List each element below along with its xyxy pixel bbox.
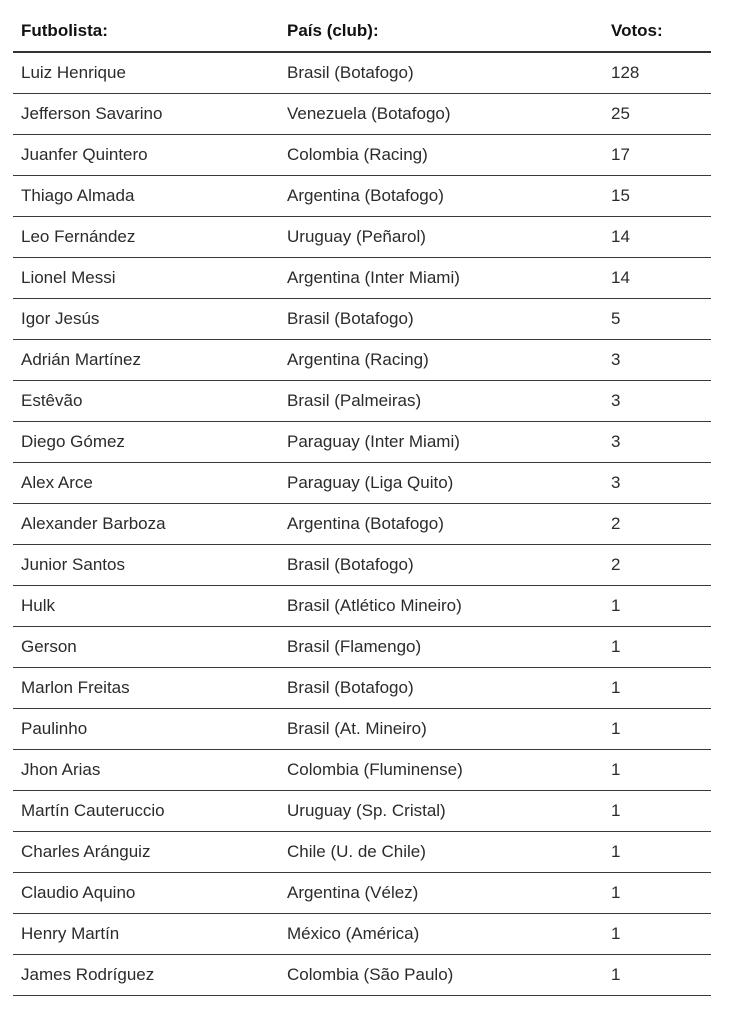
player-name: Martín Cauteruccio (21, 801, 165, 820)
table-row (13, 176, 711, 217)
country-club: Chile (U. de Chile) (287, 842, 426, 861)
player-name: Thiago Almada (21, 186, 135, 205)
player-name: Igor Jesús (21, 309, 100, 328)
vote-count: 1 (611, 678, 621, 697)
vote-count: 25 (611, 104, 630, 123)
player-name: Jhon Arias (21, 760, 101, 779)
vote-count: 1 (611, 924, 621, 943)
country-club: Brasil (Palmeiras) (287, 391, 422, 410)
player-name: Diego Gómez (21, 432, 125, 451)
table-row (13, 299, 711, 340)
player-name: Alex Arce (21, 473, 93, 492)
country-club: Argentina (Racing) (287, 350, 429, 369)
player-name: Gerson (21, 637, 77, 656)
votes-table (13, 10, 711, 996)
table-header (13, 10, 711, 53)
player-name: Claudio Aquino (21, 883, 136, 902)
country-club: Brasil (Atlético Mineiro) (287, 596, 462, 615)
player-name: Hulk (21, 596, 56, 615)
country-club: Argentina (Botafogo) (287, 186, 444, 205)
table-body (13, 53, 711, 996)
vote-count: 128 (611, 63, 640, 82)
player-name: Leo Fernández (21, 227, 136, 246)
vote-count: 2 (611, 555, 621, 574)
vote-count: 17 (611, 145, 630, 164)
table-row (13, 258, 711, 299)
country-club: Brasil (Flamengo) (287, 637, 422, 656)
player-name: Adrián Martínez (21, 350, 141, 369)
table-row (13, 586, 711, 627)
vote-count: 2 (611, 514, 621, 533)
country-club: Brasil (Botafogo) (287, 63, 414, 82)
country-club: Brasil (Botafogo) (287, 678, 414, 697)
vote-count: 14 (611, 268, 630, 287)
table-row (13, 791, 711, 832)
country-club: Venezuela (Botafogo) (287, 104, 451, 123)
vote-count: 1 (611, 965, 621, 984)
vote-count: 1 (611, 801, 621, 820)
table-row (13, 217, 711, 258)
country-club: Uruguay (Peñarol) (287, 227, 426, 246)
country-club: Colombia (Fluminense) (287, 760, 463, 779)
table-row (13, 135, 711, 176)
table-row (13, 340, 711, 381)
country-club: México (América) (287, 924, 420, 943)
country-club: Uruguay (Sp. Cristal) (287, 801, 446, 820)
table-row (13, 668, 711, 709)
vote-count: 5 (611, 309, 621, 328)
vote-count: 1 (611, 842, 621, 861)
player-name: James Rodríguez (21, 965, 155, 984)
player-name: Charles Aránguiz (21, 842, 151, 861)
table-row (13, 504, 711, 545)
table-row (13, 463, 711, 504)
player-name: Luiz Henrique (21, 63, 126, 82)
player-name: Alexander Barboza (21, 514, 166, 533)
country-club: Brasil (At. Mineiro) (287, 719, 427, 738)
player-name: Jefferson Savarino (21, 104, 163, 123)
player-name: Paulinho (21, 719, 88, 738)
vote-count: 1 (611, 760, 621, 779)
vote-count: 3 (611, 391, 621, 410)
table-row (13, 381, 711, 422)
vote-count: 3 (611, 350, 621, 369)
country-club: Brasil (Botafogo) (287, 309, 414, 328)
country-club: Brasil (Botafogo) (287, 555, 414, 574)
country-club: Paraguay (Liga Quito) (287, 473, 454, 492)
vote-count: 1 (611, 719, 621, 738)
table-row (13, 914, 711, 955)
country-club: Paraguay (Inter Miami) (287, 432, 460, 451)
country-club: Argentina (Vélez) (287, 883, 419, 902)
vote-count: 15 (611, 186, 630, 205)
vote-count: 3 (611, 432, 621, 451)
table-row (13, 94, 711, 135)
vote-count: 14 (611, 227, 630, 246)
country-club: Colombia (Racing) (287, 145, 428, 164)
player-name: Lionel Messi (21, 268, 116, 287)
table-row (13, 709, 711, 750)
header-player: Futbolista: (21, 20, 108, 40)
player-name: Marlon Freitas (21, 678, 130, 697)
country-club: Argentina (Inter Miami) (287, 268, 460, 287)
player-name: Estêvão (21, 391, 83, 410)
vote-count: 1 (611, 637, 621, 656)
table-row (13, 955, 711, 996)
table-row (13, 53, 711, 94)
vote-count: 1 (611, 883, 621, 902)
player-name: Henry Martín (21, 924, 120, 943)
table-row (13, 873, 711, 914)
table-row (13, 545, 711, 586)
table-row (13, 750, 711, 791)
country-club: Argentina (Botafogo) (287, 514, 444, 533)
table-row (13, 422, 711, 463)
player-name: Junior Santos (21, 555, 125, 574)
country-club: Colombia (São Paulo) (287, 965, 454, 984)
table-row (13, 832, 711, 873)
vote-count: 3 (611, 473, 621, 492)
table-row (13, 627, 711, 668)
vote-count: 1 (611, 596, 621, 615)
header-votes: Votos: (611, 20, 663, 40)
header-country-club: País (club): (287, 20, 379, 40)
player-name: Juanfer Quintero (21, 145, 148, 164)
